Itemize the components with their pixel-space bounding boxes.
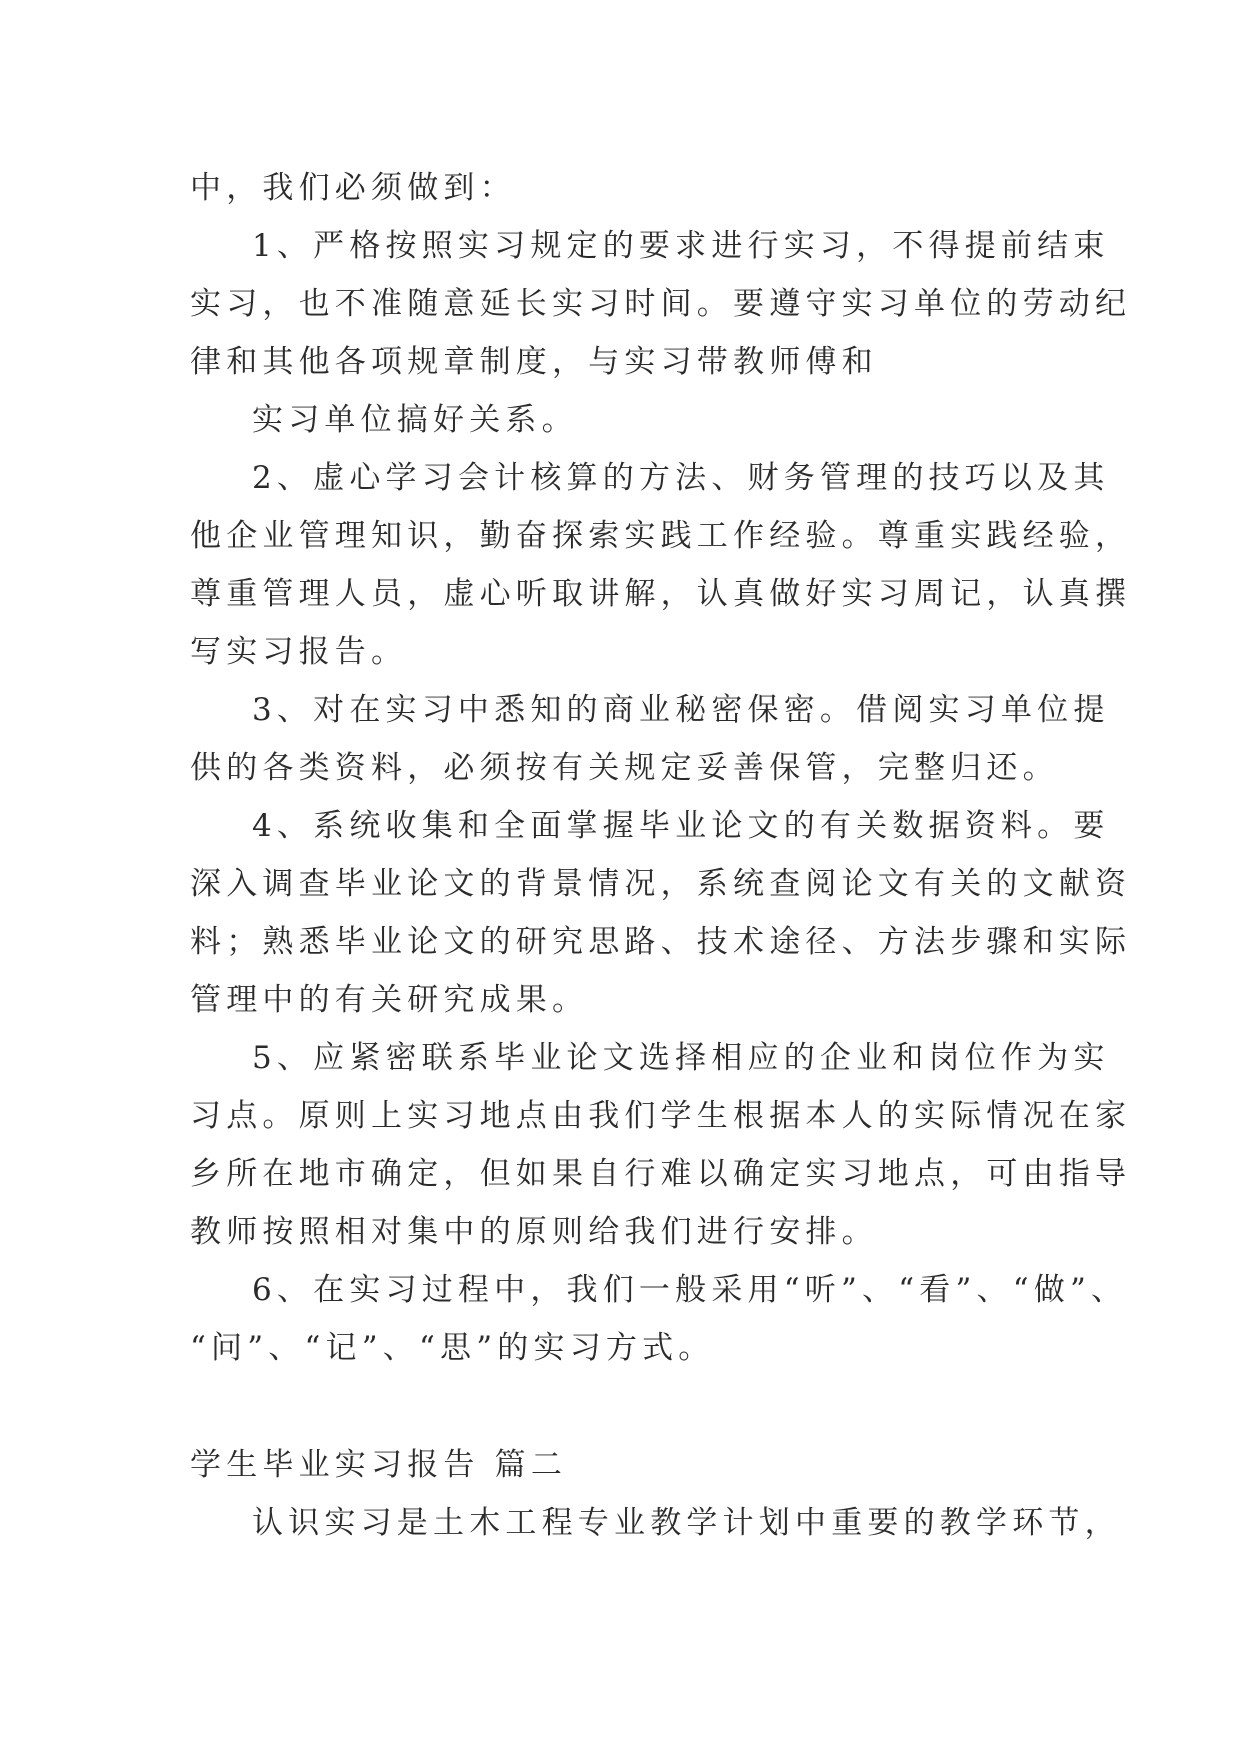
list-item-2-line-1: 2、虚心学习会计核算的方法、财务管理的技巧以及其 — [252, 460, 1110, 496]
list-item-3-line-2: 供的各类资料，必须按有关规定妥善保管，完整归还。 — [190, 750, 1059, 786]
list-item-2-line-3: 尊重管理人员，虚心听取讲解，认真做好实习周记，认真撰 — [190, 576, 1132, 612]
list-item-5-line-3: 乡所在地市确定，但如果自行难以确定实习地点，可由指导 — [190, 1156, 1132, 1192]
list-item-6-line-2: “问”、“记”、“思”的实习方式。 — [190, 1330, 715, 1366]
list-item-1-line-3: 律和其他各项规章制度，与实习带教师傅和 — [190, 344, 878, 380]
section-paragraph-line-1: 认识实习是土木工程专业教学计划中重要的教学环节， — [252, 1505, 1121, 1541]
list-item-5-line-1: 5、应紧密联系毕业论文选择相应的企业和岗位作为实 — [252, 1040, 1110, 1076]
list-item-5-line-4: 教师按照相对集中的原则给我们进行安排。 — [190, 1214, 878, 1250]
list-item-1-line-1: 1、严格按照实习规定的要求进行实习，不得提前结束 — [252, 228, 1110, 264]
list-item-5-line-2: 习点。原则上实习地点由我们学生根据本人的实际情况在家 — [190, 1098, 1132, 1134]
list-item-1-line-4: 实习单位搞好关系。 — [252, 402, 578, 438]
list-item-4-line-2: 深入调查毕业论文的背景情况，系统查阅论文有关的文献资 — [190, 866, 1132, 902]
list-item-6-line-1: 6、在实习过程中，我们一般采用“听”、“看”、“做”、 — [252, 1272, 1128, 1308]
list-item-4-line-4: 管理中的有关研究成果。 — [190, 982, 589, 1018]
section-heading: 学生毕业实习报告 篇二 — [190, 1447, 568, 1483]
list-item-1-line-2: 实习，也不准随意延长实习时间。要遵守实习单位的劳动纪 — [190, 286, 1132, 322]
text-line-1: 中，我们必须做到： — [190, 170, 516, 206]
list-item-4-line-1: 4、系统收集和全面掌握毕业论文的有关数据资料。要 — [252, 808, 1110, 844]
list-item-4-line-3: 料；熟悉毕业论文的研究思路、技术途径、方法步骤和实际 — [190, 924, 1132, 960]
list-item-2-line-2: 他企业管理知识，勤奋探索实践工作经验。尊重实践经验， — [190, 518, 1132, 554]
list-item-2-line-4: 写实习报告。 — [190, 634, 408, 670]
list-item-3-line-1: 3、对在实习中悉知的商业秘密保密。借阅实习单位提 — [252, 692, 1110, 728]
